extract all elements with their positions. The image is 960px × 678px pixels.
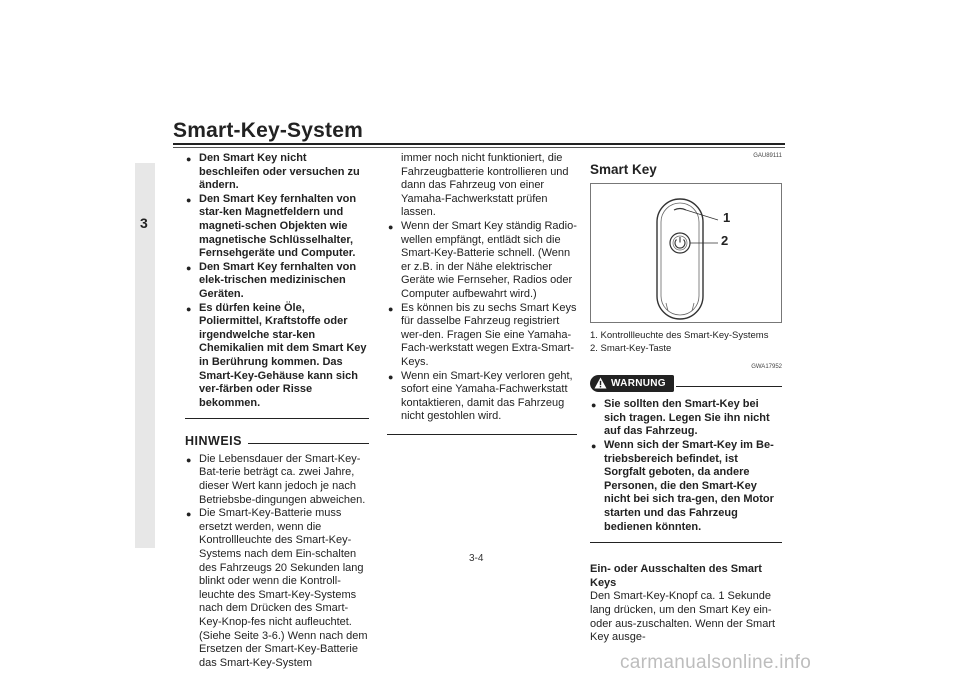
bullet-icon: ● <box>591 400 597 411</box>
title-rule <box>173 143 785 145</box>
warning-badge <box>590 375 674 393</box>
bullet-icon: ● <box>186 194 192 205</box>
page-number: 3-4 <box>469 553 484 564</box>
list-item: ● Wenn der Smart Key ständig Radio-wellen empfängt, entlädt sich die Smart-Key-Batterie schnell. (Wenn er z.B. in der Nähe elektrischer Geräte wie Fernseher, Radios oder Computer aufbewahrt wird.) <box>388 219 577 300</box>
list-item: ● Den Smart Key nicht beschleifen oder versuchen zu ändern. <box>186 152 360 192</box>
hinweis-list <box>185 453 369 671</box>
section-divider <box>185 418 369 419</box>
warning-heading <box>590 375 782 393</box>
section-divider <box>590 542 782 543</box>
bullet-icon: ● <box>186 262 192 273</box>
callout-2: 2 <box>721 232 729 248</box>
list-item: ● Den Smart Key fernhalten von star-ken Magnetfeldern und magneti-schen Objekten wie magnetische Schlüsselhalter, Fernsehgeräte und Computer. <box>186 192 357 260</box>
bullet-icon: ● <box>186 303 192 314</box>
continuation-text: immer noch nicht funktioniert, die Fahrzeugbatterie kontrollieren und dann das Fahrzeug von einer Yamaha-Fachwerkstatt prüfen lassen. <box>401 152 569 219</box>
watermark: carmanualsonline.info <box>620 652 812 673</box>
column-1 <box>185 152 369 670</box>
callout-1: 1 <box>723 209 731 225</box>
bullet-icon: ● <box>388 221 394 232</box>
hinweis-list-continued <box>387 220 577 424</box>
list-item: ● Den Smart Key fernhalten von elek-trischen medizinischen Geräten. <box>186 260 357 300</box>
list-item: ● Wenn sich der Smart-Key im Be-triebsbereich befindet, ist Sorgfalt geboten, da andere Personen, die den Smart-Key nicht bei sich tra-gen, den Motor starten und das Fahrzeug bedienen könnten. <box>591 438 774 533</box>
hinweis-label: HINWEIS <box>185 434 242 449</box>
bullet-icon: ● <box>388 303 394 314</box>
section-divider <box>387 434 577 435</box>
bullet-icon: ● <box>591 440 597 451</box>
list-item: ● Die Lebensdauer der Smart-Key-Bat-terie beträgt ca. zwei Jahre, dieser Wert kann jedoch je nach Betriebsbe-dingungen abweichen. <box>186 452 366 506</box>
caption-item: 2. Smart-Key-Taste <box>590 342 672 354</box>
column-3 <box>590 152 782 645</box>
hinweis-heading <box>185 435 369 449</box>
list-item: ● Es dürfen keine Öle, Poliermittel, Kraftstoffe oder irgendwelche star-ken Chemikalien mit dem Smart Key in Berührung kommen. Das Smart-Key-Gehäuse kann sich ver-färben oder Risse bekommen. <box>186 301 367 409</box>
subsection-heading: Ein- oder Ausschalten des Smart Keys <box>590 563 762 589</box>
list-item: ● Die Smart-Key-Batterie muss ersetzt werden, wenn die Kontrollleuchte des Smart-Key-Systems nach dem Ein-schalten des Fahrzeugs 20 Sekunden lang blinkt oder wenn die Kontroll-leuchte des Smart-Key-Systems nach dem Drücken des Smart-Key-Knop-fes nicht aufleuchtet. (Siehe Seite 3-6.) Wenn nach dem Ersetzen der Smart-Key-Batterie das Smart-Key-System <box>186 507 368 669</box>
chapter-number: 3 <box>140 215 148 231</box>
warning-triangle-icon <box>594 377 607 389</box>
caution-list <box>185 152 369 410</box>
hinweis-rule <box>248 443 369 444</box>
warning-list <box>590 398 782 534</box>
list-item: ● Es können bis zu sechs Smart Keys für dasselbe Fahrzeug registriert wer-den. Fragen Sie eine Yamaha-Fach-werkstatt wegen Extra-Smart-Keys. <box>388 301 577 368</box>
caption-item: 1. Kontrollleuchte des Smart-Key-Systems <box>590 329 769 341</box>
warning-label: WARNUNG <box>611 377 666 389</box>
bullet-icon: ● <box>186 154 192 164</box>
column-2 <box>387 152 577 435</box>
list-item: ● Wenn ein Smart-Key verloren geht, sofort eine Yamaha-Fachwerkstatt kontaktieren, damit das Fahrzeug nicht gestohlen wird. <box>388 369 573 423</box>
smart-key-figure <box>590 183 782 323</box>
reference-code: GAU89111 <box>753 153 782 159</box>
bullet-icon: ● <box>186 509 192 520</box>
smart-key-illustration <box>590 183 782 323</box>
list-item: ● Sie sollten den Smart-Key bei sich tragen. Legen Sie ihn nicht auf das Fahrzeug. <box>591 398 770 438</box>
body-paragraph: Den Smart-Key-Knopf ca. 1 Sekunde lang drücken, um den Smart Key ein- oder aus-zuschalten. Wenn der Smart Key ausge- <box>590 590 776 644</box>
title-rule-thin <box>173 147 785 148</box>
bullet-icon: ● <box>388 371 394 382</box>
warning-rule <box>676 386 782 387</box>
page-title: Smart-Key-System <box>173 119 363 142</box>
bullet-icon: ● <box>186 454 192 465</box>
section-title: Smart Key <box>590 162 657 177</box>
reference-code: GWA17952 <box>751 363 782 370</box>
figure-caption <box>590 329 782 355</box>
